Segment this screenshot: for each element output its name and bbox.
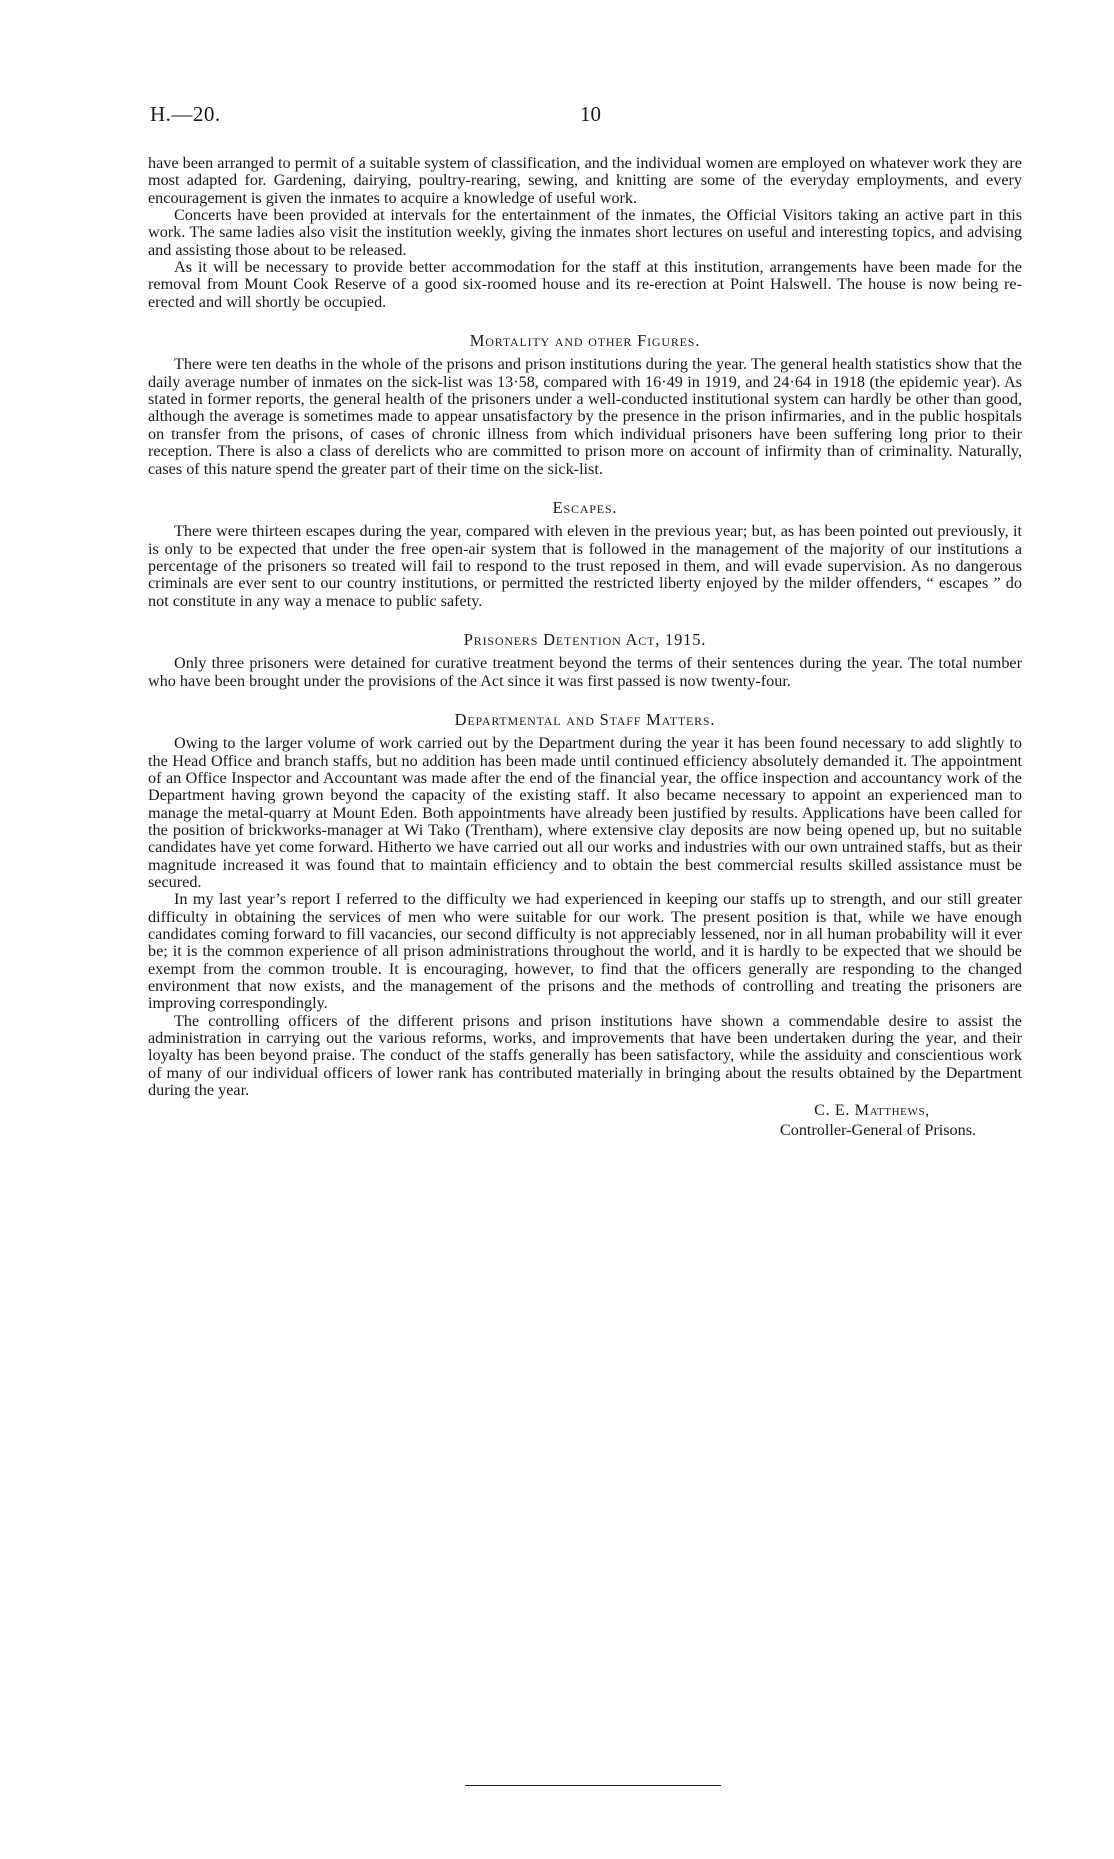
- mortality-paragraph: There were ten deaths in the whole of the prisons and prison institutions during the year. The general health statistics show that the daily average number of inmates on the sick-list was 13·58, compared with 16·49 in 1919, and 24·64 in 1918 (the epidemic year). As stated in former reports, the general health of the prisoners under a well-conducted institutional system can hardly be other than good, although the average is sometimes made to appear unsatisfactory by the presence in the prison infirmaries, and in the public hospitals on transfer from the prisons, of cases of chronic illness from which individual prisoners have been suffering long prior to their reception. There is also a class of derelicts who are committed to prison more on account of infirmity than of criminality. Naturally, cases of this nature spend the greater part of their time on the sick-list.: [148, 355, 1022, 478]
- intro-paragraph: As it will be necessary to provide better accommodation for the staff at this institution, arrangements have been made for the removal from Mount Cook Reserve of a good six-roomed house and its re-erection at Point Halswell. The house is now being re-erected and will shortly be occupied.: [148, 258, 1022, 311]
- staff-paragraph: In my last year’s report I referred to the difficulty we had experienced in keeping our staffs up to strength, and our still greater difficulty in obtaining the services of men who were suitable for our work. The present position is that, while we have enough candidates coming forward to fill vacancies, our second difficulty is not appreciably lessened, nor in all human probability will it ever be; it is the common experience of all prison administrations throughout the world, and it is hardly to be expected that we should be exempt from the common trouble. It is encouraging, however, to find that the officers generally are responding to the changed environment that now exists, and the management of the prisons and the methods of controlling and treating the prisoners are improving correspondingly.: [148, 890, 1022, 1013]
- detention-paragraph: Only three prisoners were detained for curative treatment beyond the terms of their sentences during the year. The total number who have been brought under the provisions of the Act since it was first passed is now twenty-four.: [148, 654, 1022, 690]
- section-heading-detention-act: Prisoners Detention Act, 1915.: [463, 629, 707, 649]
- section-heading-staff-matters: Departmental and Staff Matters.: [454, 709, 716, 729]
- intro-paragraph: have been arranged to permit of a suitable system of classification, and the individual women are employed on whatever work they are most adapted for. Gardening, dairying, poultry-rearing, sewing, and knitting are some of the everyday employments, and every encouragement is given the inmates to acquire a knowledge of useful work.: [148, 154, 1022, 207]
- signature-block: [148, 1102, 1022, 1142]
- staff-paragraph: Owing to the larger volume of work carried out by the Department during the year it has been found necessary to add slightly to the Head Office and branch staffs, but no addition has been made until continued efficiency absolutely demanded it. The appointment of an Office Inspector and Accountant was made after the end of the financial year, the office inspection and accountancy work of the Department having grown beyond the capacity of the existing staff. It also became necessary to appoint an experienced man to manage the metal-quarry at Mount Eden. Both appointments have already been justified by results. Applications have been called for the position of brickworks-manager at Wi Tako (Trentham), where extensive clay deposits are now being opened up, but no suitable candidates have yet come forward. Hitherto we have carried out all our works and industries with our own untrained staffs, but as their magnitude increased it was found that to maintain efficiency and to obtain the best commercial results skilled assistance must be secured.: [148, 734, 1022, 892]
- signatory-name: C. E. Matthews,: [814, 1100, 930, 1119]
- staff-paragraph: The controlling officers of the different prisons and prison institutions have shown a commendable desire to assist the administration in carrying out the various reforms, works, and improvements that have been undertaken during the year, and their loyalty has been beyond praise. The conduct of the staffs generally has been satisfactory, while the assiduity and conscientious work of many of our individual officers of lower rank has contributed materially in bringing about the results obtained by the Department during the year.: [148, 1011, 1022, 1100]
- section-heading-escapes: Escapes.: [552, 497, 618, 517]
- escapes-paragraph: There were thirteen escapes during the year, compared with eleven in the previous year; but, as has been pointed out previously, it is only to be expected that under the free open-air system that is followed in the management of the majority of our institutions a percentage of the prisoners so treated will fail to respond to the trust reposed in them, and will evade supervision. As no dangerous criminals are ever sent to our country institutions, or permitted the restricted liberty enjoyed by the milder offenders, “ escapes ” do not constitute in any way a menace to public safety.: [148, 522, 1022, 610]
- page-number: 10: [580, 102, 601, 126]
- signatory-title: Controller-General of Prisons.: [779, 1120, 977, 1139]
- page-header: [150, 102, 1020, 132]
- closing-rule: [465, 1785, 721, 1786]
- report-body: [148, 155, 1022, 1142]
- section-heading-mortality: Mortality and other Figures.: [469, 331, 701, 351]
- intro-paragraph: Concerts have been provided at intervals for the entertainment of the inmates, the Official Visitors taking an active part in this work. The same ladies also visit the institution weekly, giving the inmates short lectures on useful and interesting topics, and advising and assisting those about to be released.: [148, 206, 1022, 259]
- document-reference: H.—20.: [150, 102, 221, 126]
